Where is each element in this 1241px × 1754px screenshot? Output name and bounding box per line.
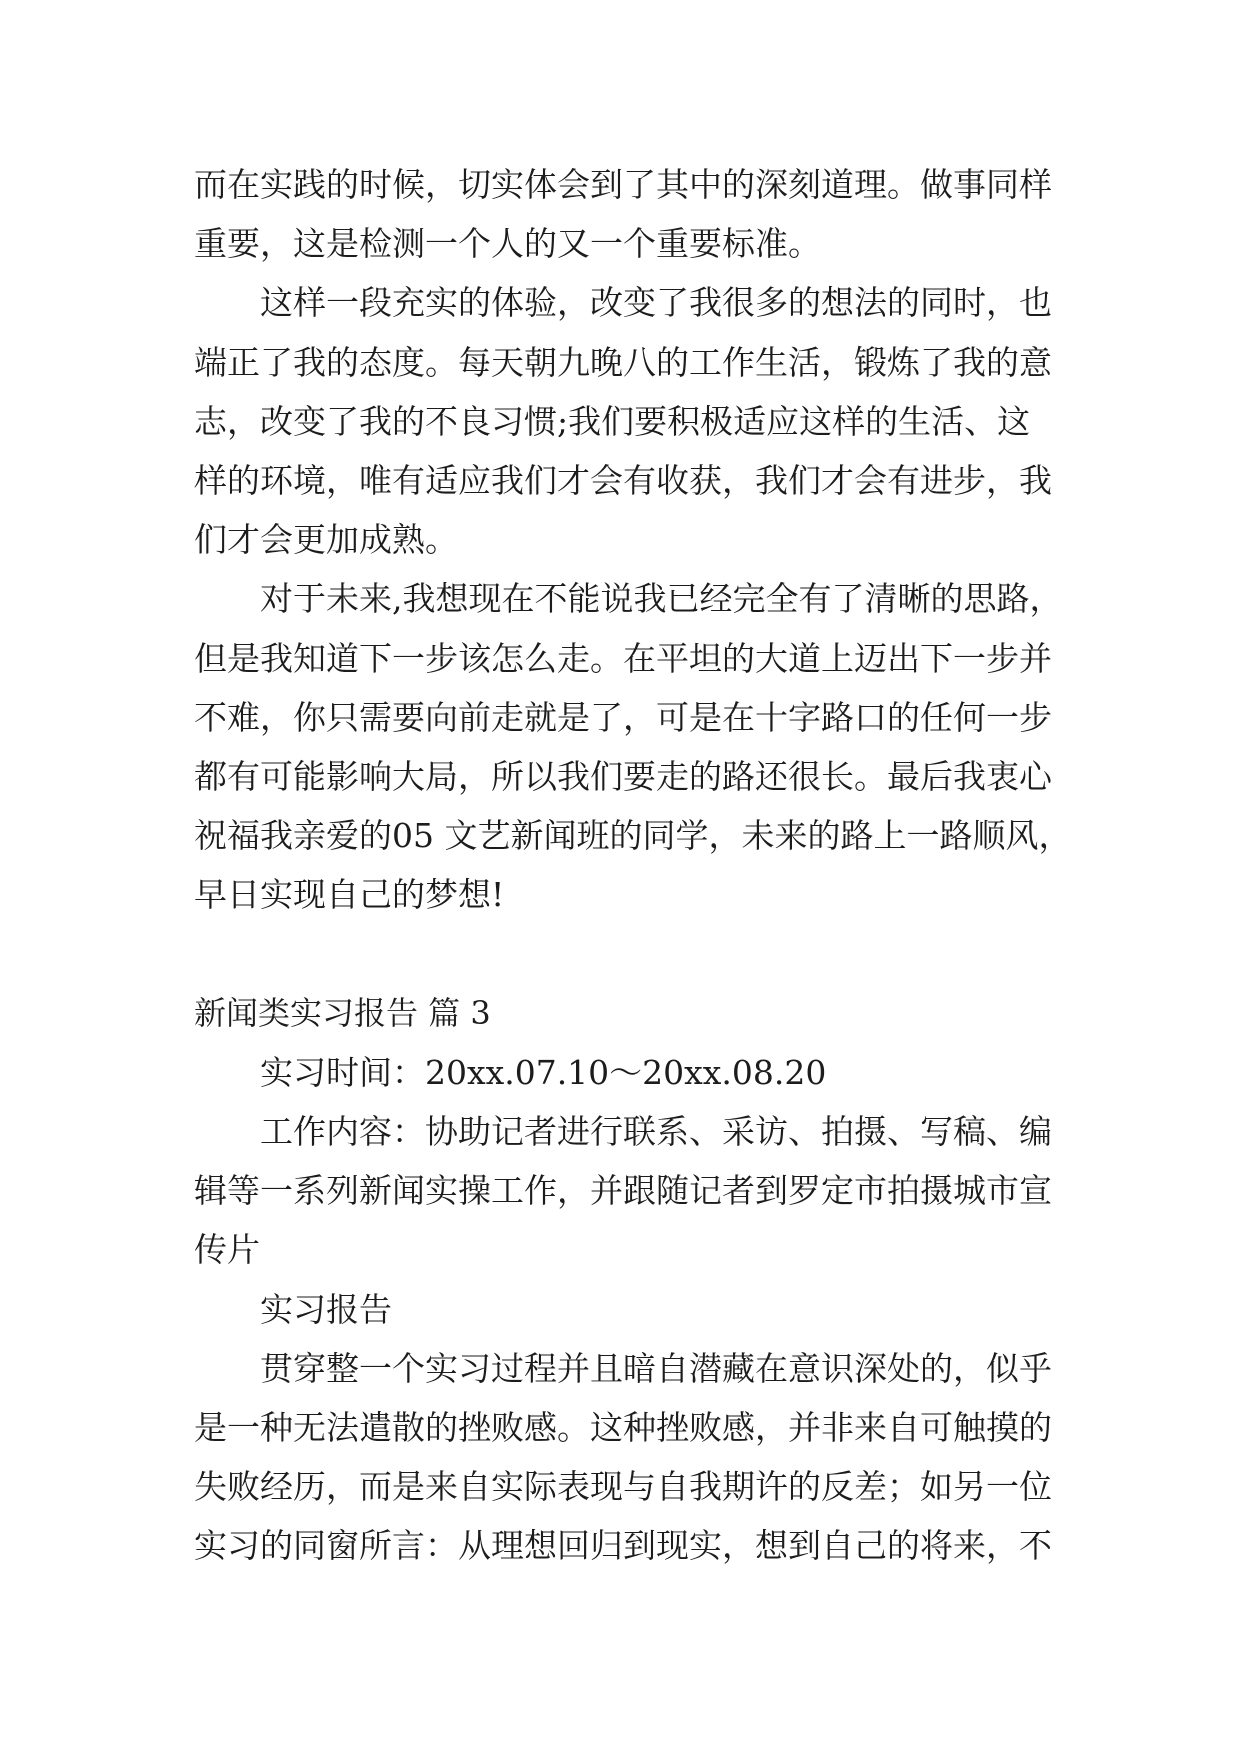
text-line: 但是我知道下一步该怎么走。在平坦的大道上迈出下一步并 — [194, 638, 1052, 678]
paragraph-continuation — [194, 155, 1154, 273]
text-line: 工作内容：协助记者进行联系、采访、拍摄、写稿、编 — [260, 1112, 1052, 1151]
paragraph-report-body — [194, 1339, 1154, 1576]
text-line: 不难，你只需要向前走就是了，可是在十字路口的任何一步 — [194, 697, 1052, 737]
document-body — [194, 155, 1154, 1576]
paragraph-experience — [194, 273, 1154, 569]
paragraph-report-title — [194, 1280, 1154, 1339]
text-line: 而在实践的时候，切实体会到了其中的深刻道理。做事同样 — [194, 165, 1052, 204]
text-line: 们才会更加成熟。 — [194, 520, 458, 560]
paragraph-future — [194, 569, 1154, 924]
text-line: 传片 — [194, 1230, 260, 1270]
text-line: 祝福我亲爱的05 文艺新闻班的同学，未来的路上一路顺风， — [194, 816, 1072, 856]
text-line: 样的环境，唯有适应我们才会有收获，我们才会有进步，我 — [194, 460, 1052, 500]
text-line: 对于未来,我想现在不能说我已经完全有了清晰的思路， — [260, 579, 1063, 619]
paragraph-work-content — [194, 1102, 1154, 1280]
text-line: 端正了我的态度。每天朝九晚八的工作生活，锻炼了我的意 — [194, 342, 1052, 382]
text-line: 贯穿整一个实习过程并且暗自潜藏在意识深处的，似乎 — [260, 1348, 1052, 1388]
paragraph-internship-time — [194, 1043, 1154, 1102]
section-heading: 新闻类实习报告 篇 3 — [194, 993, 491, 1032]
text-line: 这样一段充实的体验，改变了我很多的想法的同时，也 — [260, 283, 1052, 323]
text-line: 实习的同窗所言：从理想回归到现实，想到自己的将来，不 — [194, 1526, 1052, 1566]
text-line: 重要，这是检测一个人的又一个重要标准。 — [194, 224, 821, 264]
text-line: 实习时间：20xx.07.10～20xx.08.20 — [260, 1052, 827, 1092]
subheading-line: 实习报告 — [260, 1289, 392, 1329]
text-line: 是一种无法遣散的挫败感。这种挫败感，并非来自可触摸的 — [194, 1407, 1052, 1447]
text-line: 早日实现自己的梦想! — [194, 875, 505, 915]
text-line: 志，改变了我的不良习惯;我们要积极适应这样的生活、这 — [194, 401, 1031, 441]
text-line: 失败经历，而是来自实际表现与自我期许的反差；如另一位 — [194, 1467, 1052, 1507]
text-line: 辑等一系列新闻实操工作，并跟随记者到罗定市拍摄城市宣 — [194, 1171, 1052, 1211]
text-line: 都有可能影响大局，所以我们要走的路还很长。最后我衷心 — [194, 756, 1052, 796]
